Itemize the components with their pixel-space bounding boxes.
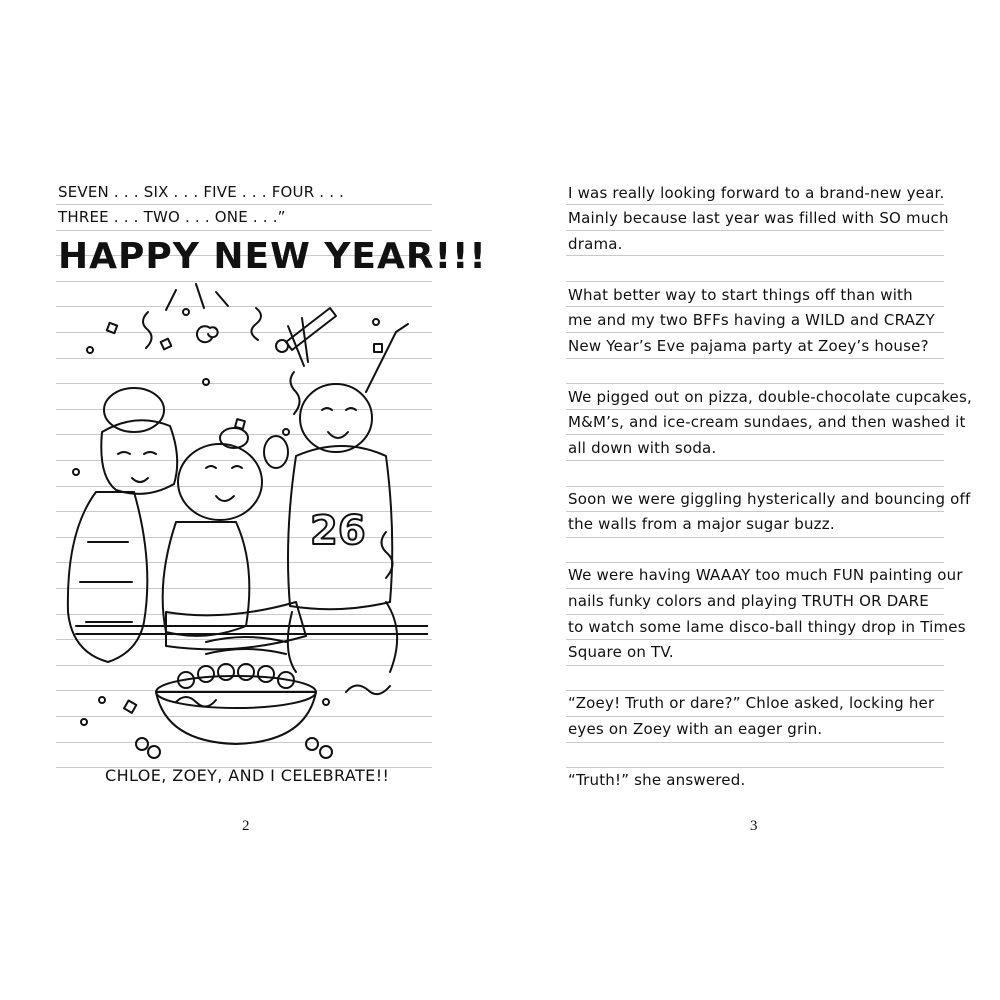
confetti (283, 429, 289, 435)
party-blower (276, 340, 288, 352)
confetti (81, 719, 87, 725)
burst-mark (216, 292, 228, 306)
ruled-line (566, 690, 944, 691)
streamer (290, 372, 299, 414)
ruled-line (56, 230, 432, 231)
body-line: nails funky colors and playing TRUTH OR DARE (568, 592, 929, 610)
ruled-line (566, 537, 944, 538)
body-line: Mainly because last year was filled with SO much (568, 209, 949, 227)
page-number: 2 (242, 818, 250, 834)
ruled-line (566, 486, 944, 487)
ruled-line (566, 767, 944, 768)
ruled-line (566, 434, 944, 435)
body-line: the walls from a major sugar buzz. (568, 515, 835, 533)
ruled-line (566, 383, 944, 384)
body-line: I was really looking forward to a brand-new year. (568, 184, 945, 202)
ruled-line (566, 665, 944, 666)
popcorn-bowl (136, 664, 332, 758)
ruled-line (566, 614, 944, 615)
ruled-line (566, 742, 944, 743)
girl-middle (163, 428, 306, 654)
ruled-line (566, 639, 944, 640)
body-line: drama. (568, 235, 623, 253)
streamer (143, 312, 152, 348)
body-line: eyes on Zoey with an eager grin. (568, 720, 823, 738)
ruled-line (566, 204, 944, 205)
body-line: me and my two BFFs having a WILD and CRAZY (568, 311, 935, 329)
girl-left (68, 388, 177, 662)
confetti (107, 323, 117, 333)
body-line: Soon we were giggling hysterically and bouncing off (568, 490, 971, 508)
body-line: We were having WAAAY too much FUN painting our (568, 566, 963, 584)
girl-right (288, 318, 408, 672)
body-line: M&M’s, and ice-cream sundaes, and then washed it (568, 413, 966, 431)
body-line: all down with soda. (568, 439, 717, 457)
ruled-line (566, 230, 944, 231)
burst-mark (196, 284, 204, 308)
body-line: “Zoey! Truth or dare?” Chloe asked, locking her (568, 694, 935, 712)
ruled-line (566, 255, 944, 256)
ruled-line (566, 562, 944, 563)
confetti (99, 697, 105, 703)
ruled-line (566, 460, 944, 461)
burst-mark (166, 290, 176, 310)
confetti (374, 344, 382, 352)
illustration-caption: CHLOE, ZOEY, AND I CELEBRATE!! (105, 766, 390, 785)
page-headline: HAPPY NEW YEAR!!! (58, 236, 487, 277)
ruled-line (566, 306, 944, 307)
body-line: “Truth!” she answered. (568, 771, 746, 789)
confetti (203, 379, 209, 385)
confetti (323, 699, 329, 705)
confetti (73, 469, 79, 475)
spiral (197, 326, 218, 342)
jersey-number: 26 (310, 508, 366, 554)
ruled-line (56, 204, 432, 205)
streamer (346, 685, 390, 694)
countdown-line: THREE . . . TWO . . . ONE . . .” (58, 208, 286, 226)
ruled-line (566, 409, 944, 410)
body-line: Square on TV. (568, 643, 674, 661)
confetti (87, 347, 93, 353)
ruled-line (566, 332, 944, 333)
ruled-line (566, 358, 944, 359)
confetti (183, 309, 189, 315)
confetti (124, 701, 136, 713)
ruled-line (566, 281, 944, 282)
confetti (161, 339, 172, 350)
party-blower (286, 308, 336, 350)
body-line: We pigged out on pizza, double-chocolate cupcakes, (568, 388, 972, 406)
ruled-line (566, 588, 944, 589)
ruled-line (566, 716, 944, 717)
page-number: 3 (750, 818, 758, 834)
right-page (500, 0, 1000, 1000)
body-line: to watch some lame disco-ball thingy drop in Times (568, 618, 966, 636)
body-line: What better way to start things off than with (568, 286, 913, 304)
confetti (373, 319, 379, 325)
countdown-line: SEVEN . . . SIX . . . FIVE . . . FOUR . . . (58, 183, 345, 201)
streamer (251, 308, 261, 340)
ruled-line (566, 511, 944, 512)
body-line: New Year’s Eve pajama party at Zoey’s house? (568, 337, 929, 355)
celebration-illustration (56, 282, 428, 768)
